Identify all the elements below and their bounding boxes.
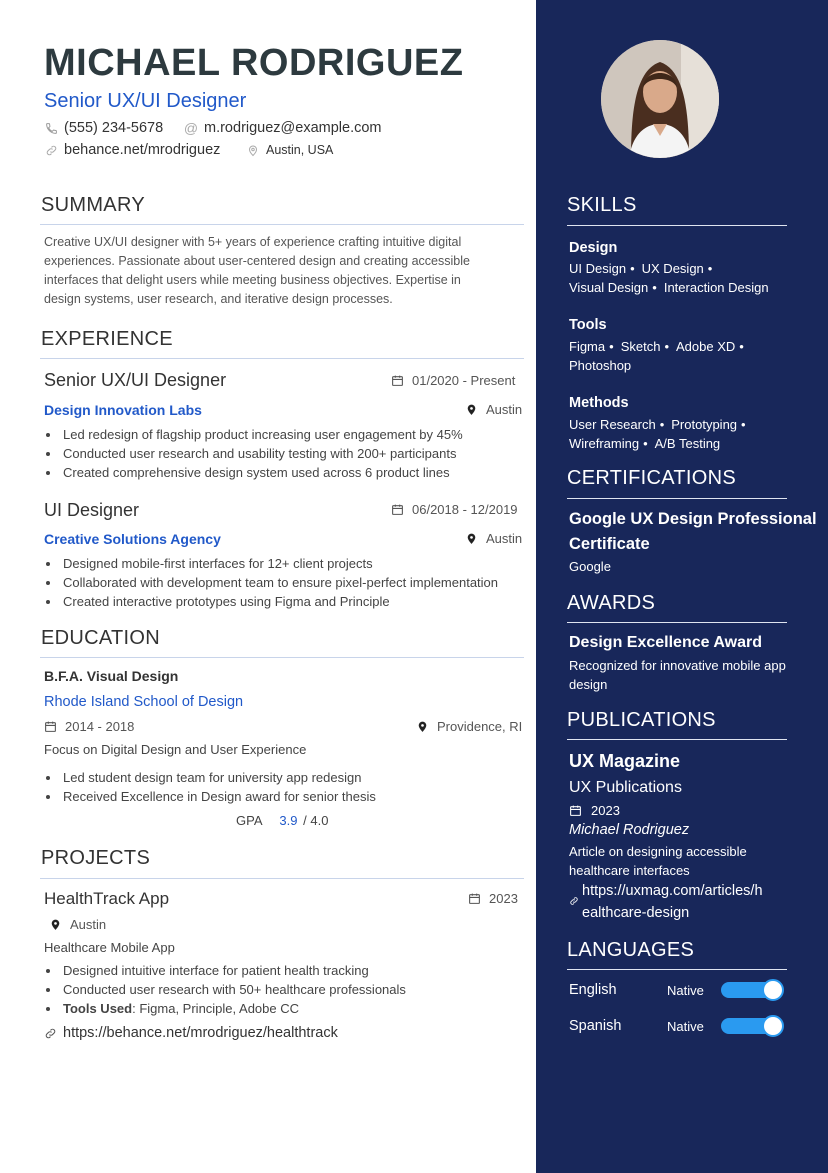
phone-icon <box>44 121 58 135</box>
candidate-title: Senior UX/UI Designer <box>44 90 247 112</box>
at-icon: @ <box>183 120 199 136</box>
gpa-label: GPA <box>236 813 262 828</box>
toggle-knob <box>762 979 784 1001</box>
languages-heading: LANGUAGES <box>567 939 695 961</box>
skill-list: UI Design • UX Design • <box>569 261 713 276</box>
degree: B.F.A. Visual Design <box>44 668 179 684</box>
phone-text[interactable]: (555) 234-5678 <box>64 120 164 136</box>
list-item: Created comprehensive design system used across 6 product lines <box>44 463 463 482</box>
publications-divider <box>567 739 787 740</box>
awards-heading: AWARDS <box>567 592 656 614</box>
certification-issuer: Google <box>569 559 611 574</box>
project-subtitle: Healthcare Mobile App <box>44 940 175 955</box>
language-level: Native <box>667 983 704 998</box>
publication-description-cont: healthcare interfaces <box>569 863 690 878</box>
email-text[interactable]: m.rodriguez@example.com <box>204 120 382 136</box>
list-item <box>44 999 406 1018</box>
website-contact <box>44 142 220 158</box>
list-item: Led redesign of flagship product increasing user engagement by 45% <box>44 425 463 444</box>
projects-heading: PROJECTS <box>41 847 151 869</box>
award-description-cont: design <box>569 677 608 692</box>
tools-value: : Figma, Principle, Adobe CC <box>132 1001 300 1016</box>
gpa-value: 3.9 <box>279 813 298 828</box>
skill-list: Visual Design • Interaction Design <box>569 280 769 295</box>
education-focus: Focus on Digital Design and User Experience <box>44 742 307 757</box>
job-bullets <box>44 554 498 611</box>
skill-list: User Research • Prototyping • <box>569 417 746 432</box>
award-name: Design Excellence Award <box>569 634 762 651</box>
location-pin-icon <box>416 720 429 733</box>
education-bullets <box>44 768 376 806</box>
language-name: Spanish <box>569 1018 622 1034</box>
location-pin-icon <box>49 918 62 931</box>
certification-name-cont: Certificate <box>569 535 650 553</box>
job-location: Austin <box>465 402 522 417</box>
email-contact <box>184 120 382 136</box>
list-item: Received Excellence in Design award for senior thesis <box>44 787 376 806</box>
publication-description: Article on designing accessible <box>569 844 747 859</box>
certification-name: Google UX Design Professional <box>569 510 817 528</box>
summary-divider <box>40 224 524 225</box>
job-dates: 06/2018 - 12/2019 <box>391 502 518 517</box>
link-icon <box>44 143 58 157</box>
job-dates: 01/2020 - Present <box>391 373 515 388</box>
summary-heading: SUMMARY <box>41 194 145 216</box>
gpa <box>236 813 328 828</box>
list-item: Designed mobile-first interfaces for 12+ client projects <box>44 554 498 573</box>
calendar-icon <box>468 892 481 905</box>
company-name: Creative Solutions Agency <box>44 531 221 547</box>
publication-author: Michael Rodriguez <box>569 822 690 838</box>
skill-group-title: Design <box>569 240 618 256</box>
toggle-knob <box>762 1015 784 1037</box>
project-location: Austin <box>49 917 106 932</box>
calendar-icon <box>391 374 404 387</box>
award-description: Recognized for innovative mobile app <box>569 658 786 673</box>
project-name: HealthTrack App <box>44 889 170 908</box>
candidate-name: MICHAEL RODRIGUEZ <box>44 42 464 84</box>
location-pin-icon <box>465 403 478 416</box>
project-bullets <box>44 961 406 1018</box>
phone-contact <box>44 120 163 136</box>
list-item: Designed intuitive interface for patient health tracking <box>44 961 406 980</box>
language-level: Native <box>667 1019 704 1034</box>
gpa-separator: / <box>303 813 307 828</box>
skill-group-title: Tools <box>569 317 607 333</box>
education-dates: 2014 - 2018 <box>44 719 134 734</box>
tools-label: Tools Used <box>63 1001 133 1016</box>
gpa-max: 4.0 <box>310 813 329 828</box>
summary-text: Creative UX/UI designer with 5+ years of experience crafting intuitive digital experiences. Passionate about user-centered design and creating accessible interfaces that delight users while meeting business objectives. Expertise in design systems, user research, and iterative design processes. <box>44 235 470 306</box>
experience-divider <box>40 358 524 359</box>
language-proficiency-toggle[interactable] <box>721 1018 783 1034</box>
list-item: Collaborated with development team to ensure pixel-perfect implementation <box>44 573 498 592</box>
awards-divider <box>567 622 787 623</box>
link-icon <box>569 896 579 906</box>
certifications-divider <box>567 498 787 499</box>
language-name: English <box>569 982 617 998</box>
location-pin-icon <box>465 532 478 545</box>
list-item: Created interactive prototypes using Figma and Principle <box>44 592 498 611</box>
projects-divider <box>40 878 524 879</box>
calendar-icon <box>569 804 582 817</box>
education-location: Providence, RI <box>416 719 522 734</box>
location-text: Austin, USA <box>266 143 334 157</box>
publication-title: UX Magazine <box>569 751 681 771</box>
skill-list: Figma • Sketch • Adobe XD • <box>569 339 744 354</box>
publication-year: 2023 <box>569 801 620 820</box>
publication-publisher: UX Publications <box>569 779 682 796</box>
job-bullets <box>44 425 463 482</box>
certifications-heading: CERTIFICATIONS <box>567 467 737 489</box>
job-location: Austin <box>465 531 522 546</box>
job-title: Senior UX/UI Designer <box>44 370 227 390</box>
skills-heading: SKILLS <box>567 194 637 216</box>
list-item: Led student design team for university app redesign <box>44 768 376 787</box>
school-name: Rhode Island School of Design <box>44 694 244 710</box>
language-proficiency-toggle[interactable] <box>721 982 783 998</box>
skill-group-title: Methods <box>569 395 629 411</box>
calendar-icon <box>44 720 57 733</box>
website-text[interactable]: behance.net/mrodriguez <box>64 142 221 158</box>
company-name: Design Innovation Labs <box>44 402 202 418</box>
location-pin-icon <box>246 143 260 157</box>
job-title: UI Designer <box>44 500 140 520</box>
publications-heading: PUBLICATIONS <box>567 709 716 731</box>
project-year: 2023 <box>468 891 518 906</box>
skill-list: Wireframing • A/B Testing <box>569 436 721 451</box>
skills-divider <box>567 225 787 226</box>
calendar-icon <box>391 503 404 516</box>
project-link[interactable]: https://behance.net/mrodriguez/healthtrack <box>44 1025 338 1041</box>
list-item: Conducted user research and usability testing with 200+ participants <box>44 444 463 463</box>
languages-divider <box>567 969 787 970</box>
education-heading: EDUCATION <box>41 627 160 649</box>
education-divider <box>40 657 524 658</box>
profile-photo <box>601 40 719 158</box>
list-item: Conducted user research with 50+ healthcare professionals <box>44 980 406 999</box>
experience-heading: EXPERIENCE <box>41 328 173 350</box>
publication-url[interactable]: https://uxmag.com/articles/h ealthcare-design <box>582 883 763 921</box>
link-icon <box>44 1027 57 1040</box>
location-contact <box>246 143 333 157</box>
skill-list: Photoshop <box>569 358 632 373</box>
